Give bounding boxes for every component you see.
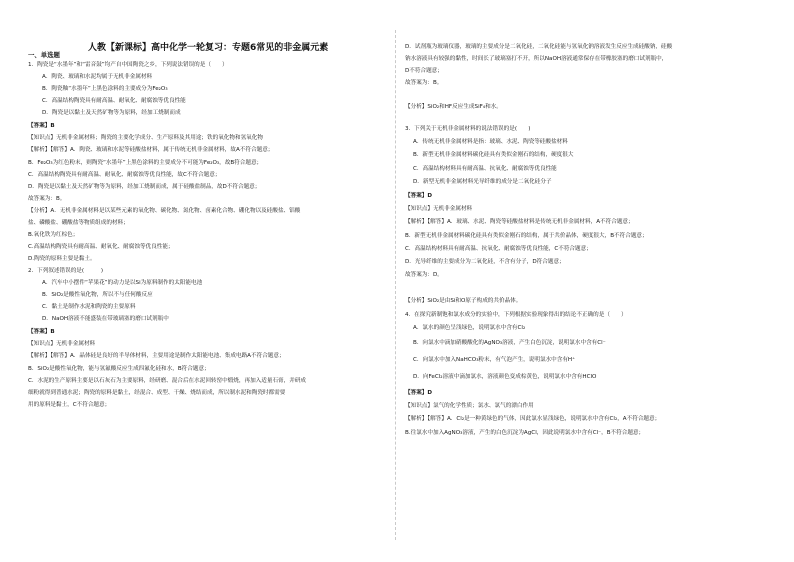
right-text-line: B．新型无机非金属材料碳化硅具有类似金刚石的结构，属于共价晶体，硬度很大，B不符合题意； (405, 233, 648, 239)
left-text-line: 细粉就得到普通水泥；陶瓷的原料是黏土，经混合、成型、干燥、烧结而成，所以制水泥和陶瓷时都需要 (28, 390, 286, 396)
right-text-line: 【知识点】氯气的化学性质；氯水、氯气的漂白作用 (405, 403, 534, 409)
right-text-line: C．高温结构材料具有耐高温、抗氧化、耐腐蚀等优良性能，C不符合题意； (405, 246, 592, 252)
left-text-line: D.陶瓷的原料主要是黏土。 (28, 256, 96, 262)
left-text-line: B．陶瓷釉“水墨年”上黑色涂料的主要成分为Fe₂O₃ (42, 86, 168, 92)
right-text-line: 4．在探究新制饱和氯水成分的实验中，下列根据实验现象得出的结论不正确的是（ ） (405, 312, 627, 318)
document-title: 人教【新课标】高中化学一轮复习：专题6常见的非金属元素 (88, 43, 329, 53)
left-text-line: D．陶瓷是以黏土及天然矿物等为原料，经加工烧制而成，属于硅酸盐制品，故D不符合题意； (28, 184, 261, 190)
left-text-line: C．黏土是制作水泥和陶瓷的主要原料 (42, 304, 136, 310)
right-text-line: C．高温结构材料具有耐高温、抗氧化、耐腐蚀等优良性能 (413, 166, 557, 172)
right-text-line: 钠水溶液具有较强的黏性，时间长了玻璃塞打不开，所以NaOH溶液通常保存在带橡胶塞的磨口试剂瓶中， (405, 56, 668, 62)
right-text-line: D．向FeCl₂溶液中滴加氯水，溶液颜色变成棕黄色，说明氯水中含有HClO (413, 374, 597, 380)
right-text-line: 3．下列关于无机非金属材料的说法错误的是( ) (405, 126, 531, 132)
left-text-line: D．陶瓷是以黏土及天然矿物等为原料，经加工烧制而成 (42, 110, 181, 116)
right-text-line: 【答案】D (405, 193, 433, 199)
right-text-line: 【分析】SiO₂和HF反应生成SiF₄和水。 (405, 104, 502, 110)
right-text-line: A．传统无机非金属材料是指：玻璃、水泥、陶瓷等硅酸盐材料 (413, 139, 568, 145)
left-text-line: 一、单选题 (28, 51, 60, 59)
left-text-line: C.高温结构陶瓷具有耐高温、耐氧化、耐腐蚀等优良性能； (28, 244, 174, 250)
right-text-line: 【解析】【解答】A．玻璃、水泥、陶瓷等硅酸盐材料是传统无机非金属材料，A不符合题意； (405, 219, 634, 225)
left-text-line: B．Fe₂O₃为红色粉末，则陶瓷“水墨年”上黑色涂料的主要成分不可能为Fe₂O₃，故B符合题意； (28, 160, 263, 166)
left-text-line: 【分析】A．无机非金属材料是以某些元素的氧化物、碳化物、氮化物、卤素化合物、硼化物以及硅酸盐、铝酸 (28, 208, 301, 214)
right-text-line: D．试剂瓶为玻璃仪器，玻璃的主要成分是二氧化硅，二氧化硅能与氢氧化钠溶液发生反应生成硅酸钠，硅酸 (405, 44, 673, 50)
left-text-line: C．高温结构陶瓷具有耐高温、耐氧化、耐腐蚀等优良性能 (42, 98, 186, 104)
right-text-line: B．新型无机非金属材料碳化硅具有类似金刚石的结构，硬度很大 (413, 152, 574, 158)
right-text-line: C．向氯水中加入NaHCO₃粉末，有气泡产生，说明氯水中含有H⁺ (413, 357, 576, 363)
column-divider (395, 30, 396, 540)
left-text-line: 用的原料是黏土，C不符合题意； (28, 402, 111, 408)
left-text-line: 【答案】B (28, 329, 55, 335)
right-text-line: 【解析】【解答】A．Cl₂是一种黄绿色的气体，因此氯水显浅绿色，说明氯水中含有Cl₂，A不符合题意； (405, 416, 661, 422)
left-text-line: C．水泥的生产原料主要是以石灰石为主要原料，经研磨、混合后在水泥回转窑中煅烧，再加入适量石膏，并研成 (28, 378, 307, 384)
right-text-line: 【知识点】无机非金属材料 (405, 206, 473, 212)
right-text-line: B．向氯水中滴加硝酸酸化的AgNO₃溶液，产生白色沉淀，说明氯水中含有Cl⁻ (413, 340, 606, 346)
left-text-line: 盐、磷酸盐、硼酸盐等物质组成的材料； (28, 220, 129, 226)
left-text-line: 【答案】B (28, 123, 55, 129)
left-text-line: B.氧化铁为红棕色； (28, 232, 79, 238)
right-text-line: 【答案】D (405, 390, 433, 396)
left-text-line: A．陶瓷、玻璃和水泥均属于无机非金属材料 (42, 74, 153, 80)
right-text-line: D．光导纤维的主要成分为二氧化硅，不含有分子，D符合题意； (405, 259, 565, 265)
right-text-line: B.往氯水中加入AgNO₃溶液，产生的白色沉淀为AgCl，因此说明氯水中含有Cl⁻，B不符合题意； (405, 430, 645, 436)
right-text-line: 故答案为：B。 (405, 80, 443, 86)
left-text-line: 故答案为：B。 (28, 196, 66, 202)
right-text-line: 故答案为：D。 (405, 272, 443, 278)
left-text-line: 【解析】【解答】A．晶体硅是良好的半导体材料，主要用途是制作太阳能电池、集成电路A不符合题意； (28, 353, 285, 359)
left-text-line: 【解析】【解答】A．陶瓷、玻璃和水泥等硅酸盐材料，属于传统无机非金属材料，故A不符合题意； (28, 147, 274, 153)
left-text-line: 1．陶瓷是“水墨年”和“雷音鼓”均产自中国陶瓷之乡，下列说法错误的是（ ） (28, 62, 228, 68)
left-text-line: 【知识点】无机非金属材料；陶瓷的主要化学成分、生产原料及其用途；铁的氧化物和氢氧化物 (28, 135, 263, 141)
left-text-line: B．SiO₂是酸性氧化物，所以不与任何酸反应 (42, 292, 153, 298)
left-text-line: C．高温结构陶瓷具有耐高温、耐氧化、耐腐蚀等优良性能，故C不符合题意； (28, 172, 221, 178)
right-text-line: A．氯水的颜色呈浅绿色，说明氯水中含有Cl₂ (413, 325, 526, 331)
left-text-line: 2．下列叙述错误的是( ) (28, 268, 104, 274)
right-text-line: 【分析】SiO₂是由Si和O原子构成的共价晶体。 (405, 298, 522, 304)
right-text-line: D．新型无机非金属材料光导纤维的成分是二氧化硅分子 (413, 179, 552, 185)
left-text-line: 【知识点】无机非金属材料 (28, 341, 96, 347)
left-text-line: D．NaOH溶液不能盛装在带玻璃塞的磨口试剂瓶中 (42, 316, 169, 322)
right-text-line: D不符合题意； (405, 68, 443, 74)
left-text-line: A．汽车中小摆件“苹果花”的动力是以Si为原料制作的太阳能电池 (42, 280, 203, 286)
left-text-line: B．SiO₂是酸性氧化物，能与氢氟酸反应生成四氟化硅和水，B符合题意； (28, 366, 210, 372)
